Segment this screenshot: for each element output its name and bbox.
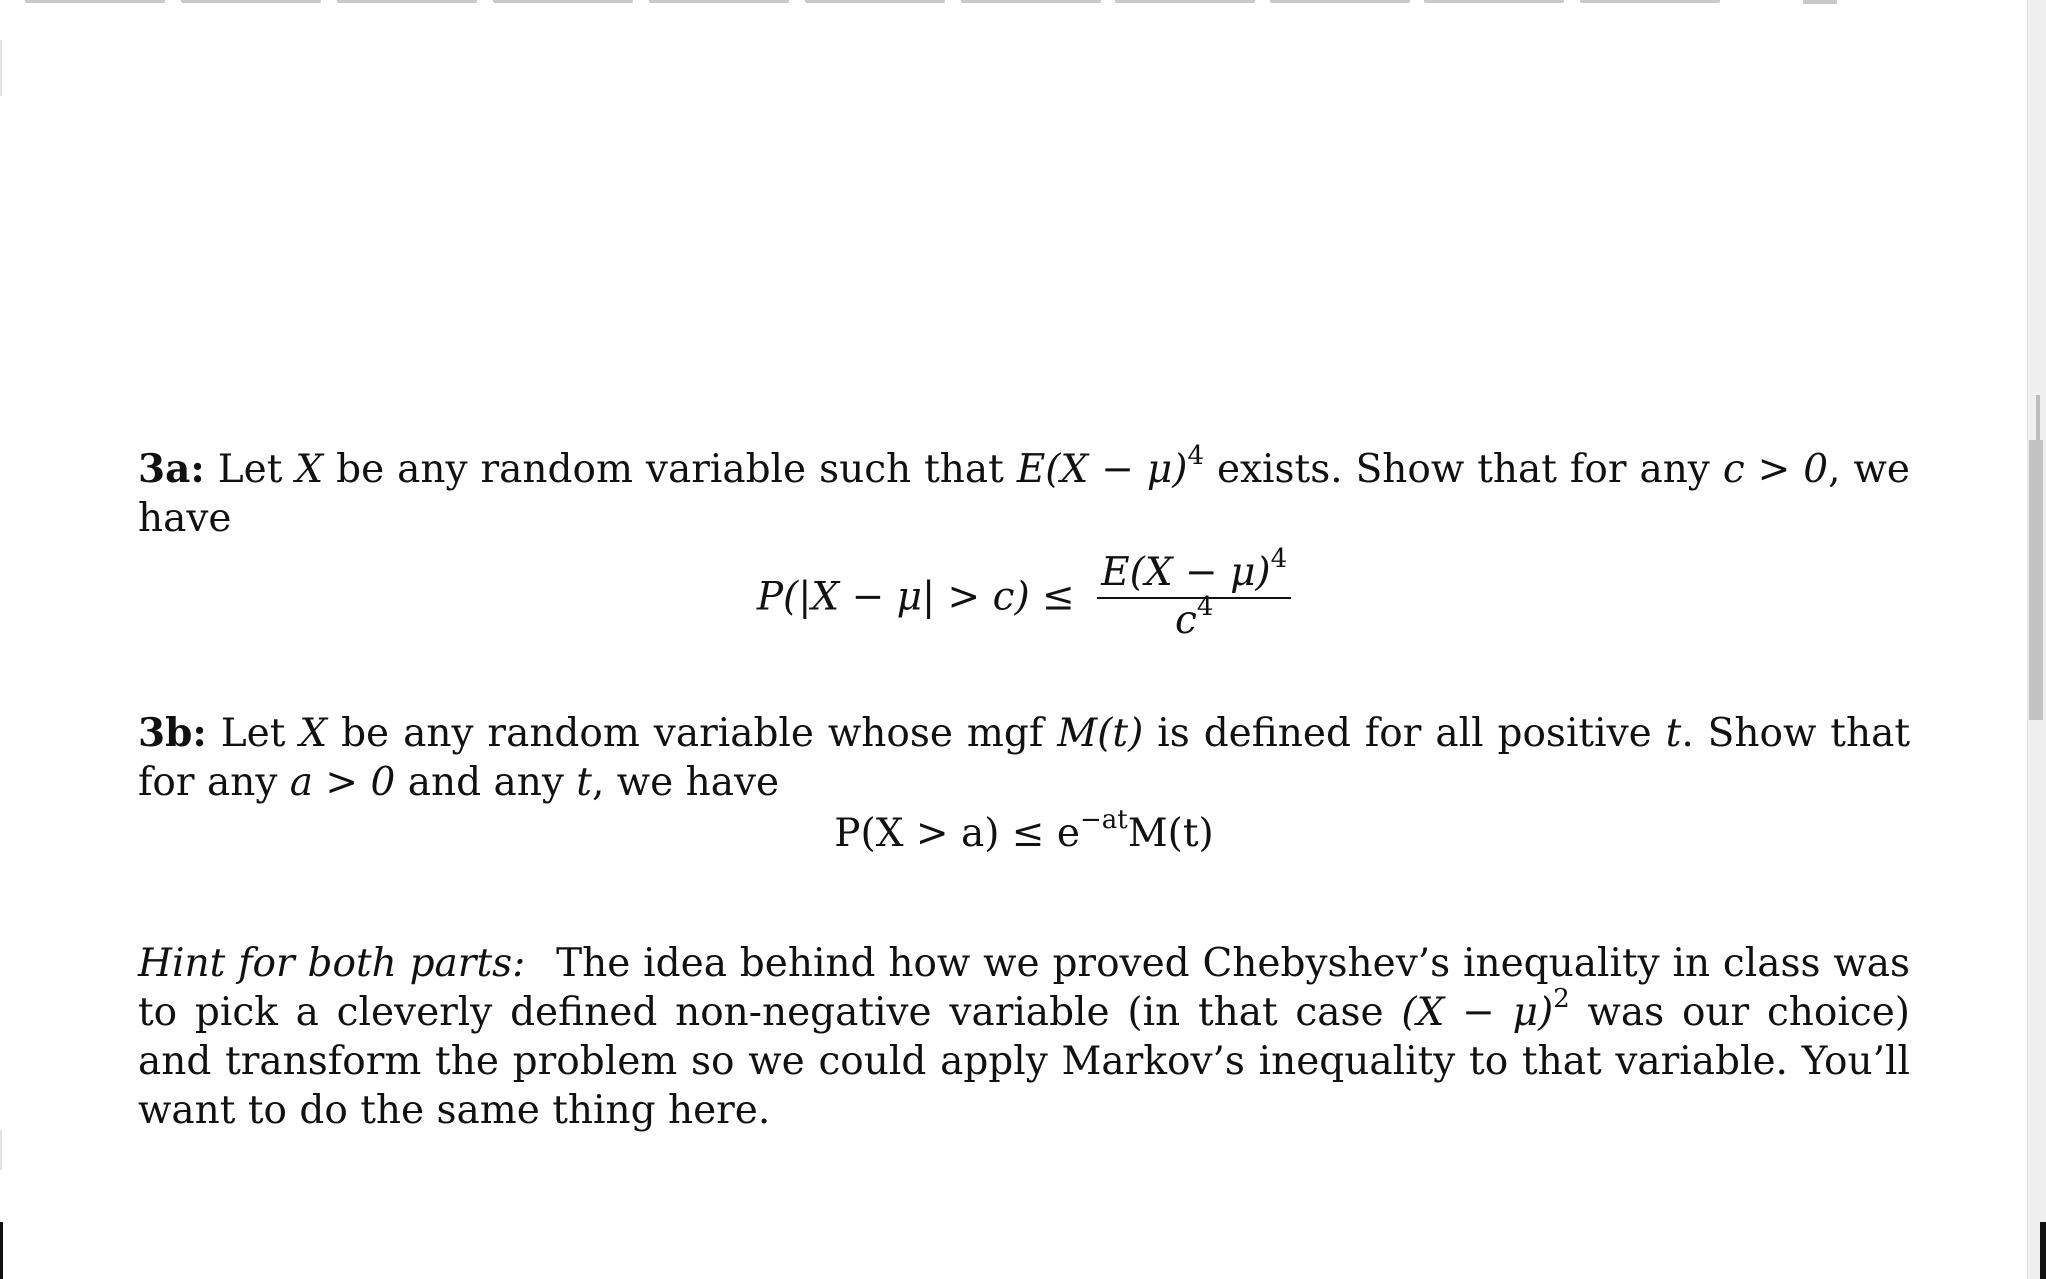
problem-3b-statement: 3b: Let X be any random variable whose mgf M(t) is defined for all positive t. Show that for any a > 0 and any t, we have bbox=[138, 710, 1911, 805]
thumbnail-tab[interactable] bbox=[1803, 0, 1837, 4]
thumbnail-tab[interactable] bbox=[961, 0, 1101, 3]
thumbnail-tab[interactable] bbox=[337, 0, 477, 3]
equation-3b: $P(X > a) \le e^{-at}M(t)$ bbox=[834, 805, 1214, 856]
equation-lhs: P(|X − μ| > c) ≤ bbox=[756, 574, 1075, 620]
page-thumbnail-strip bbox=[0, 0, 1720, 4]
math-variable: X bbox=[295, 447, 324, 492]
hint-paragraph: Hint for both parts: The idea behind how we proved Chebyshev’s inequality in class was to pick a cleverly defined non-negative variable (in that case $(X - \mu)^2$ was our choice) and transform the problem so we could apply Markov’s inequality to that variable. You’ll want to do the same thing here. bbox=[138, 941, 1911, 1133]
thumbnail-tab[interactable] bbox=[25, 0, 165, 3]
thumbnail-tab[interactable] bbox=[493, 0, 633, 3]
math-expression: M(t) bbox=[1057, 711, 1144, 756]
document-page bbox=[138, 441, 1911, 1135]
math-condition: a > 0 bbox=[289, 760, 396, 805]
problem-label: 3b: bbox=[138, 710, 207, 756]
thumbnail-tab[interactable] bbox=[1115, 0, 1255, 3]
math-variable: t bbox=[576, 760, 592, 805]
hint-label: Hint for both parts: bbox=[138, 941, 526, 986]
math-variable: t bbox=[1665, 711, 1682, 756]
thumbnail-tab[interactable] bbox=[1270, 0, 1410, 3]
thumbnail-tab[interactable] bbox=[1580, 0, 1720, 3]
problem-label: 3a: bbox=[138, 446, 205, 492]
thumbnail-tab[interactable] bbox=[805, 0, 945, 3]
page-edge-marker bbox=[0, 1130, 2, 1170]
page-edge-marker bbox=[0, 40, 2, 96]
scrollbar-thumb[interactable] bbox=[2029, 440, 2043, 720]
math-expression: $E(X - \mu)^4$ bbox=[1016, 441, 1204, 492]
math-variable: X bbox=[299, 711, 328, 756]
page-edge-bar bbox=[0, 1222, 3, 1279]
problem-3a-statement: 3a: Let X be any random variable such that $E(X - \mu)^4$ exists. Show that for any c > 0, we have bbox=[138, 441, 1910, 541]
thumbnail-tab[interactable] bbox=[1424, 0, 1564, 3]
page-edge-bar bbox=[2040, 1222, 2046, 1279]
equation-fraction bbox=[1097, 544, 1291, 643]
thumbnail-tab[interactable] bbox=[649, 0, 789, 3]
math-expression: $(X - \mu)^2$ bbox=[1401, 984, 1570, 1035]
fraction-numerator: $E(X - \mu)^4$ bbox=[1097, 551, 1291, 599]
thumbnail-tab[interactable] bbox=[181, 0, 321, 3]
equation-3a bbox=[138, 544, 1910, 647]
math-condition: c > 0 bbox=[1722, 447, 1829, 492]
scrollbar-indicator bbox=[2036, 395, 2040, 440]
fraction-denominator: $c^4$ bbox=[1174, 592, 1214, 643]
